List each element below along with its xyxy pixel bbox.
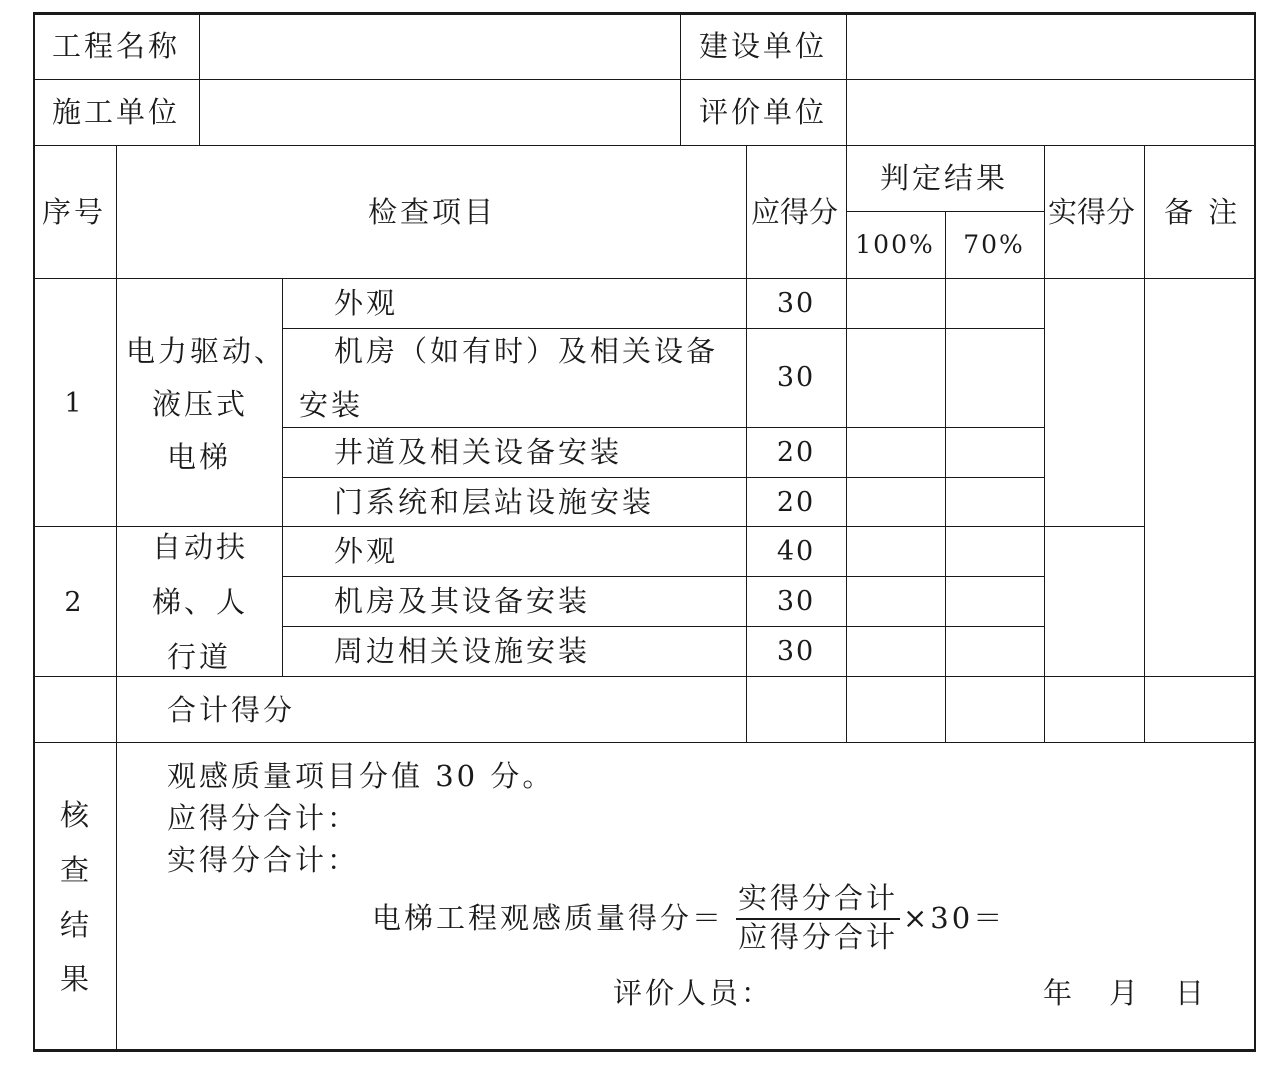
item-name: 门系统和层站设施安装 (334, 485, 655, 519)
result-note: 观感质量项目分值 30 分。 (167, 759, 555, 793)
col-item: 检查项目 (368, 195, 497, 229)
rule (33, 742, 1256, 743)
group-name-line: 液压式 (152, 387, 249, 421)
result-label-char: 查 (60, 853, 93, 887)
formula-numerator: 实得分合计 (738, 881, 899, 915)
rule (282, 477, 1044, 478)
expected-total-label: 应得分合计： (167, 801, 360, 835)
formula-left: 电梯工程观感质量得分＝ (372, 901, 725, 935)
item-name: 机房及其设备安装 (334, 584, 591, 618)
group-name-line: 行道 (167, 640, 232, 674)
group-seq: 1 (64, 388, 84, 419)
col-expected: 应得分 (751, 195, 839, 229)
construction-unit-label: 建设单位 (699, 29, 828, 63)
evaluator-label: 评价人员： (613, 976, 774, 1010)
rule (33, 278, 1256, 279)
item-name: 外观 (334, 286, 399, 320)
actual-total-label: 实得分合计： (167, 843, 360, 877)
item-score: 20 (776, 487, 816, 518)
col-actual: 实得分 (1048, 195, 1136, 229)
rule (33, 526, 1144, 527)
group-seq: 2 (64, 587, 84, 618)
item-name: 安装 (299, 388, 364, 422)
group-name-line: 梯、人 (152, 585, 249, 619)
rule (945, 211, 946, 742)
rule (282, 626, 1044, 627)
formula-right: ×30＝ (903, 901, 1006, 935)
item-name: 外观 (334, 534, 399, 568)
rule (846, 145, 847, 742)
rule (846, 12, 847, 145)
col-seq: 序号 (42, 195, 107, 229)
rule (1144, 145, 1145, 742)
item-name: 机房（如有时）及相关设备 (334, 334, 719, 368)
total-label: 合计得分 (167, 693, 296, 727)
rule (1044, 145, 1045, 742)
group-name-line: 电力驱动、 (126, 334, 287, 368)
rule (199, 12, 200, 145)
rule (282, 328, 1044, 329)
group-name-line: 电梯 (167, 440, 232, 474)
rule (282, 427, 1044, 428)
rule (680, 12, 681, 145)
formula-denominator: 应得分合计 (738, 920, 899, 954)
item-score: 40 (776, 536, 816, 567)
item-score: 30 (776, 362, 816, 393)
col-judgement: 判定结果 (880, 161, 1009, 195)
item-score: 30 (776, 586, 816, 617)
rule (116, 145, 117, 1051)
item-name: 井道及相关设备安装 (334, 435, 623, 469)
month-label: 月 (1109, 976, 1142, 1010)
col-70pct: 70% (963, 230, 1025, 259)
result-label-char: 果 (60, 962, 93, 996)
rule (282, 576, 1044, 577)
rule (33, 676, 1256, 677)
item-score: 20 (776, 437, 816, 468)
item-score: 30 (776, 636, 816, 667)
evaluator-unit-label: 评价单位 (699, 95, 828, 129)
rule (33, 145, 1256, 146)
rule (746, 145, 747, 742)
result-label-char: 核 (60, 798, 93, 832)
item-score: 30 (776, 288, 816, 319)
project-name-label: 工程名称 (52, 29, 181, 63)
result-label-char: 结 (60, 908, 93, 942)
rule (33, 79, 1256, 80)
group-name-line: 自动扶 (152, 530, 249, 564)
year-label: 年 (1043, 976, 1076, 1010)
contractor-label: 施工单位 (52, 95, 181, 129)
col-remark: 备 注 (1164, 195, 1241, 229)
day-label: 日 (1175, 976, 1208, 1010)
item-name: 周边相关设施安装 (334, 634, 591, 668)
col-100pct: 100% (855, 230, 935, 259)
